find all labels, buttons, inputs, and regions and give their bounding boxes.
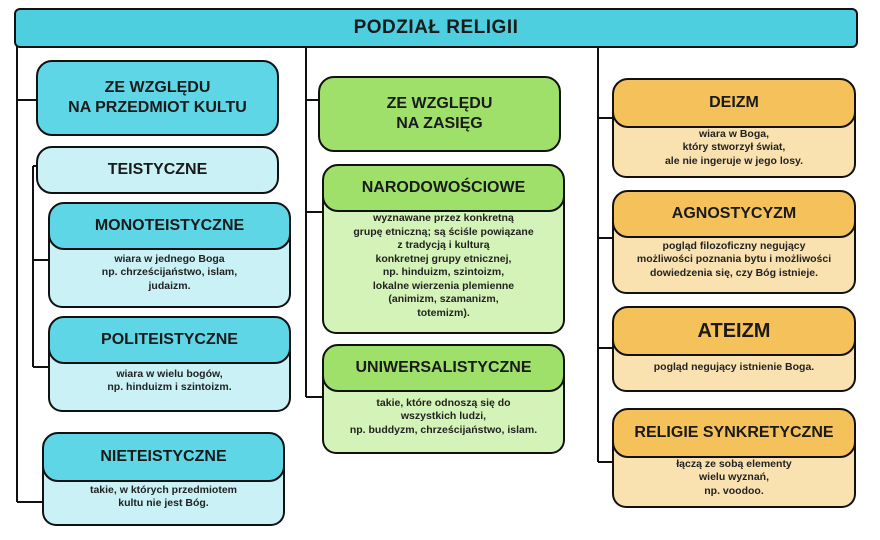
atheism-header <box>612 306 856 356</box>
syncretic-text: łączą ze sobą elementy wielu wyznań, np. voodoo. <box>676 457 792 497</box>
deism-title: DEIZM <box>709 94 759 111</box>
agnosticism-header <box>612 190 856 238</box>
theistic-title: TEISTYCZNE <box>107 161 208 178</box>
root-title-box <box>14 8 858 48</box>
subject-of-cult-title: ZE WZGLĘDU NA PRZEDMIOT KULTU <box>68 79 247 116</box>
national-header <box>322 164 565 212</box>
scope-title: ZE WZGLĘDU NA ZASIĘG <box>386 95 493 132</box>
syncretic-title: RELIGIE SYNKRETYCZNE <box>634 424 834 441</box>
polytheistic-title: POLITEISTYCZNE <box>101 331 238 348</box>
polytheistic-text: wiara w wielu bogów, np. hinduizm i szintoizm. <box>107 367 232 393</box>
universal-title: UNIWERSALISTYCZNE <box>355 359 532 376</box>
agnosticism-text: pogląd filozoficzny negujący możliwości poznania bytu i możliwości dowiedzenia się, czy Bóg istnieje. <box>636 239 832 279</box>
nontheistic-title: NIETEISTYCZNE <box>100 448 227 465</box>
theistic-box <box>36 146 279 194</box>
scope-box <box>318 76 561 152</box>
syncretic-header <box>612 408 856 458</box>
national-text: wyznawane przez konkretną grupę etniczną; są ściśle powiązane z tradycją i kulturą konkretnej grupy etnicznej, np. hinduizm, szintoizm, lokalne wierzenia plemienne (animizm, szamanizm, totemizm). <box>353 212 534 319</box>
monotheistic-header <box>48 202 291 250</box>
universal-header <box>322 344 565 392</box>
nontheistic-header <box>42 432 285 482</box>
subject-of-cult-box <box>36 60 279 136</box>
polytheistic-header <box>48 316 291 364</box>
nontheistic-text: takie, w których przedmiotem kultu nie jest Bóg. <box>89 483 238 509</box>
monotheistic-text: wiara w jednego Boga np. chrześcijaństwo, islam, judaizm. <box>101 252 238 292</box>
atheism-title: ATEIZM <box>697 319 771 342</box>
monotheistic-title: MONOTEISTYCZNE <box>94 217 245 234</box>
deism-text: wiara w Boga, który stworzył świat, ale nie ingeruje w jego losy. <box>664 127 804 167</box>
deism-header <box>612 78 856 128</box>
root-title: PODZIAŁ RELIGII <box>353 17 519 38</box>
universal-text: takie, które odnoszą się do wszystkich ludzi, np. buddyzm, chrześcijaństwo, islam. <box>349 396 538 436</box>
atheism-text: pogląd negujący istnienie Boga. <box>653 361 815 374</box>
national-title: NARODOWOŚCIOWE <box>361 179 526 196</box>
agnosticism-title: AGNOSTYCYZM <box>671 205 797 222</box>
